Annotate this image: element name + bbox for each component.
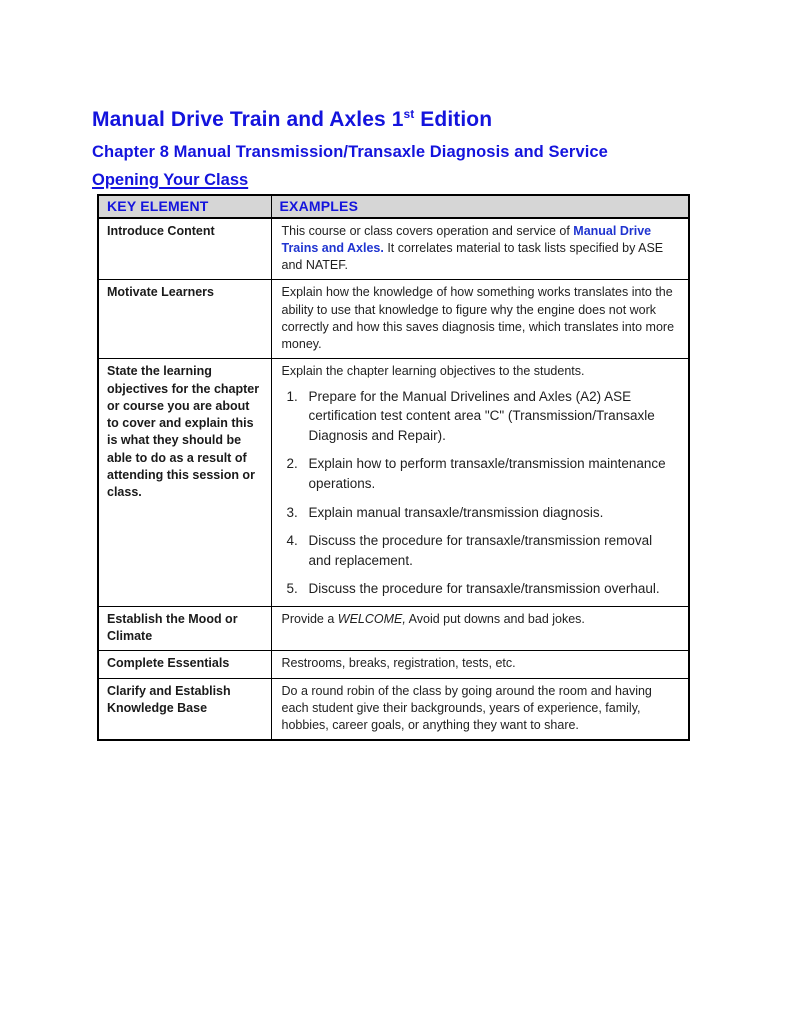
table-row [98, 218, 689, 280]
table-row [98, 280, 689, 359]
item-number: 5. [286, 581, 298, 597]
table-header [98, 195, 689, 218]
key-element-cell: Establish the Mood or Climate [98, 606, 271, 651]
text-segment: Provide a [281, 611, 338, 626]
examples-cell [271, 606, 689, 651]
text-segment: Restrooms, breaks, registration, tests, etc. [281, 656, 516, 671]
examples-cell [271, 280, 689, 359]
key-element-cell: Clarify and Establish Knowledge Base [98, 678, 271, 740]
example-paragraph [282, 611, 679, 628]
item-text: Prepare for the Manual Drivelines and Axles (A2) ASE certification test content area "C" (Transmission/Transaxle Diagnosis and Repair). [308, 388, 655, 443]
item-number: 2. [286, 456, 298, 472]
table-row [98, 606, 689, 651]
title-tail: Edition [414, 108, 493, 131]
key-element-cell: Introduce Content [98, 218, 271, 280]
example-paragraph [282, 284, 679, 353]
objective-item [287, 387, 679, 446]
objective-item [287, 503, 679, 523]
key-element-cell: Complete Essentials [98, 651, 271, 678]
text-segment: Explain how the knowledge of how something works translates into the ability to use that knowledge to figure why the engine does not work correctly and how this saves diagnosis time, which translates into more money. [281, 285, 675, 352]
examples-cell [271, 218, 689, 280]
example-paragraph [282, 655, 679, 672]
example-paragraph [282, 223, 679, 275]
item-text: Explain how to perform transaxle/transmission maintenance operations. [308, 456, 666, 491]
item-number: 4. [286, 533, 298, 549]
key-element-cell: Motivate Learners [98, 280, 271, 359]
item-number: 3. [286, 504, 298, 520]
table-row [98, 651, 689, 678]
column-header-examples: EXAMPLES [271, 195, 689, 218]
example-paragraph [282, 683, 679, 735]
item-text: Discuss the procedure for transaxle/transmission removal and replacement. [308, 533, 653, 568]
table-row [98, 678, 689, 740]
text-segment: Manual Drive Trains and Axles. [281, 223, 652, 255]
table-row [98, 359, 689, 606]
text-segment: Do a round robin of the class by going around the room and having each student give their backgrounds, years of experience, family, hobbies, career goals, or anything they want to share. [281, 683, 652, 733]
text-segment: Avoid put downs and bad jokes. [405, 611, 585, 626]
objective-item [287, 454, 679, 493]
header-row [98, 195, 689, 218]
examples-cell [271, 651, 689, 678]
text-segment: WELCOME, [337, 611, 406, 626]
document-title [92, 108, 691, 132]
text-segment: This course or class covers operation and service of [281, 223, 574, 238]
section-heading: Opening Your Class [92, 170, 249, 189]
objectives-list [282, 387, 679, 599]
table-body [98, 218, 689, 741]
chapter-heading: Chapter 8 Manual Transmission/Transaxle Diagnosis and Service [92, 143, 608, 162]
title-main: Manual Drive Train and Axles 1 [92, 108, 404, 131]
list-intro: Explain the chapter learning objectives to the students. [281, 364, 585, 379]
objective-item [287, 531, 679, 570]
item-number: 1. [286, 388, 298, 404]
text-segment: It correlates material to task lists specified by ASE and NATEF. [281, 240, 664, 273]
column-header-key-element: KEY ELEMENT [98, 195, 271, 218]
lesson-plan-table [97, 194, 690, 742]
objective-item [287, 579, 679, 599]
examples-cell [271, 678, 689, 740]
item-text: Discuss the procedure for transaxle/transmission overhaul. [308, 581, 660, 597]
key-element-cell: State the learning objectives for the chapter or course you are about to cover and explain this is what they should be able to do as a result of attending this session or class. [98, 359, 271, 606]
examples-cell [271, 359, 689, 606]
item-text: Explain manual transaxle/transmission diagnosis. [308, 504, 604, 520]
title-superscript: st [403, 107, 415, 121]
